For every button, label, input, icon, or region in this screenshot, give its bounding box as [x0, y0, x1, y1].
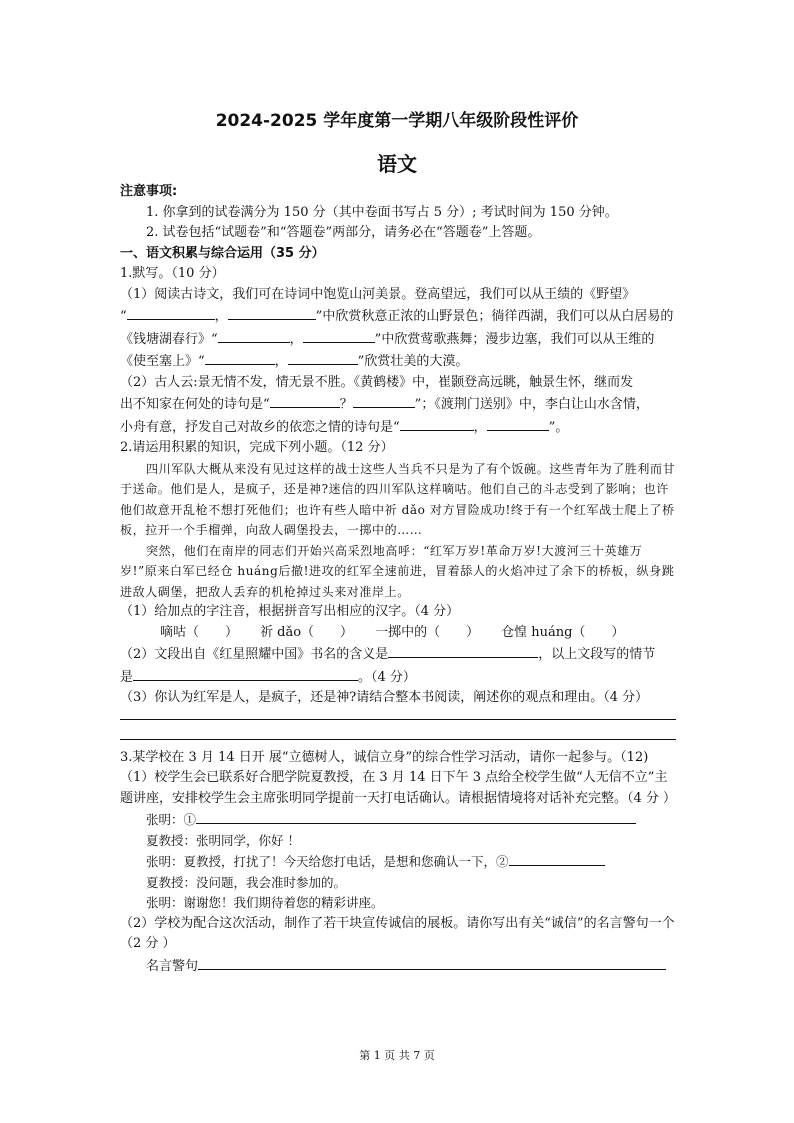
- pinyin-item[interactable]: 祈 dǎo（ ）: [260, 624, 354, 640]
- answer-blank[interactable]: [388, 643, 538, 658]
- answer-blank[interactable]: [205, 350, 275, 365]
- text: （2）文段出自《红星照耀中国》书名的含义是: [120, 647, 389, 662]
- q2-passage-2: 突然，他们在南岸的同志们开始兴高采烈地高呼：“红军万岁!革命万岁!大渡河三十英雄万岁!”原来白军已经仓 huáng后撤!进攻的红军全速前进，冒着舔人的火焰冲过了余下的桥板，纵身跳进敌人碉堡，把敌人丢弃的机枪掉过头来对准岸上。: [120, 543, 675, 599]
- q1-p2-line1: （2）古人云:景无情不发，情无景不胜。《黄鹤楼》中，崔颢登高远眺，触景生怀，继而发: [120, 374, 634, 390]
- q2-pinyin-row: [120, 623, 676, 644]
- text: ？: [339, 397, 353, 412]
- q1-p1-line1: （1）阅读古诗文，我们可在诗词中饱览山河美景。登高望远，我们可以从王绩的《野望》: [120, 286, 636, 302]
- q3-sub1: （1）校学生会已联系好合肥学院夏教授，在 3 月 14 日下午 3 点给全校学生做“人无信不立”主题讲座，安排校学生会主席张明同学提前一天打电话确认。请根据情境将对话补充完整。（4 分 ）: [120, 770, 677, 806]
- q1-p2-line3: [120, 416, 676, 439]
- dialog-line-2: 夏教授：张明同学，你好 ！: [146, 832, 300, 848]
- text: ”中欣赏莺歌燕舞；漫步边塞，我们可以从王维的: [374, 331, 655, 347]
- q2-sub3: （3）你认为红军是人，是疯子，还是神?请结合整本书阅读，阐述你的观点和理由。（4 分）: [120, 690, 649, 705]
- q1-p1-line2: [120, 305, 676, 328]
- notice-heading: 注意事项:: [120, 184, 178, 199]
- text: “: [120, 309, 127, 324]
- dialog-line-5: 张明：谢谢您！我们期待着您的精彩讲座。: [146, 895, 384, 910]
- text: 名言警句: [146, 958, 199, 974]
- q2-heading: 2.请运用积累的知识，完成下列小题。（12 分）: [120, 440, 394, 455]
- q1-heading: 1.默写。（10 分）: [120, 266, 225, 281]
- section-1-heading: 一、语文积累与综合运用（35 分）: [120, 245, 325, 261]
- answer-blank[interactable]: [288, 350, 358, 365]
- q2-sub1: （1）给加点的字注音，根据拼音写出相应的汉字。（4 分）: [120, 604, 460, 619]
- answer-blank[interactable]: [270, 393, 340, 408]
- answer-blank[interactable]: [133, 666, 358, 681]
- exam-content: [120, 182, 676, 977]
- subject-title: 语文: [377, 152, 417, 176]
- notice-item-2: 2. 试卷包括“试题卷”和“答题卷”两部分，请务必在“答题卷”上答题。: [146, 225, 541, 240]
- motto-line: [120, 955, 676, 978]
- text: ”；《渡荆门送别》中，李白让山水含情，: [414, 397, 649, 412]
- text: 张明：①: [146, 812, 197, 827]
- q2-passage-1: 四川军队大概从来没有见过这样的战士这些人当兵不只是为了有个饭碗。这些青年为了胜利而甘于送命。他们是人，是疯子，还是神?迷信的四川军队这样嘀咕。他们自己的斗志受到了影响；也许他们故意开乱枪不想打死他们；也许有些人暗中祈 dǎo 对方冒险成功!终于有一个红军战士爬上了桥板，拉开一个手榴弹，向敌人碉堡投去，一掷中的……: [120, 461, 676, 537]
- answer-blank[interactable]: [303, 328, 375, 343]
- text: ”欣赏壮美的大漠。: [357, 354, 469, 369]
- text: ”中欣赏秋意正浓的山野景色；徜徉西湖，我们可以从白居易的: [315, 309, 674, 324]
- q3-sub2: （2）学校为配合这次活动，制作了若干块宣传诚信的展板。请你写出有关“诚信”的名言警句一个（2 分 ）: [120, 915, 675, 951]
- text: 出不知家在何处的诗句是“: [120, 397, 270, 412]
- q1-p2-line2: [120, 393, 676, 416]
- pinyin-item[interactable]: 一掷中的（ ）: [375, 624, 480, 640]
- answer-blank[interactable]: [196, 809, 636, 824]
- text: 是: [120, 669, 134, 685]
- answer-blank[interactable]: [353, 393, 415, 408]
- text: ，: [274, 354, 288, 369]
- page-number: 第 1 页 共 7 页: [359, 1049, 435, 1062]
- q3-heading: 3.某学校在 3 月 14 日开 展“立德树人，诚信立身”的综合性学习活动，请你一起参与。（12): [120, 749, 649, 765]
- dialog-line-1: [120, 809, 676, 831]
- q1-p1-line4: [120, 350, 676, 373]
- text: 张明：夏教授，打扰了！今天给您打电话，是想和您确认一下，②: [146, 854, 509, 869]
- text: 《使至塞上》“: [120, 354, 205, 369]
- text: 《钱塘湖春行》“: [120, 331, 218, 347]
- answer-blank[interactable]: [509, 851, 605, 866]
- text: ，: [289, 331, 303, 347]
- text: ，以上文段写的情节: [538, 647, 656, 662]
- answer-line[interactable]: [120, 719, 676, 720]
- pinyin-item[interactable]: 仓惶 huáng（ ）: [501, 624, 625, 640]
- answer-blank[interactable]: [228, 305, 316, 320]
- dialog-line-3: [120, 851, 676, 873]
- answer-blank[interactable]: [127, 305, 215, 320]
- dialog-line-4: 夏教授：没问题，我会准时参加的。: [146, 874, 347, 890]
- text: ”。: [548, 419, 569, 435]
- answer-blank[interactable]: [487, 416, 549, 431]
- q2-sub2-line1: [120, 643, 676, 666]
- answer-blank[interactable]: [400, 416, 474, 431]
- text: ，: [214, 309, 228, 324]
- text: ，: [473, 419, 487, 435]
- text: 。（4 分）: [358, 669, 416, 685]
- q1-p1-line3: [120, 328, 676, 351]
- answer-blank[interactable]: [218, 328, 290, 343]
- answer-blank[interactable]: [198, 955, 666, 970]
- exam-title: 2024-2025 学年度第一学期八年级阶段性评价: [215, 111, 579, 131]
- text: 小舟有意，抒发自己对故乡的依恋之情的诗句是“: [120, 419, 400, 435]
- q2-sub2-line2: [120, 666, 676, 689]
- pinyin-item[interactable]: 嘀咕（ ）: [160, 624, 239, 640]
- notice-item-1: 1. 你拿到的试卷满分为 150 分（其中卷面书写占 5 分）; 考试时间为 150 分钟。: [146, 204, 618, 220]
